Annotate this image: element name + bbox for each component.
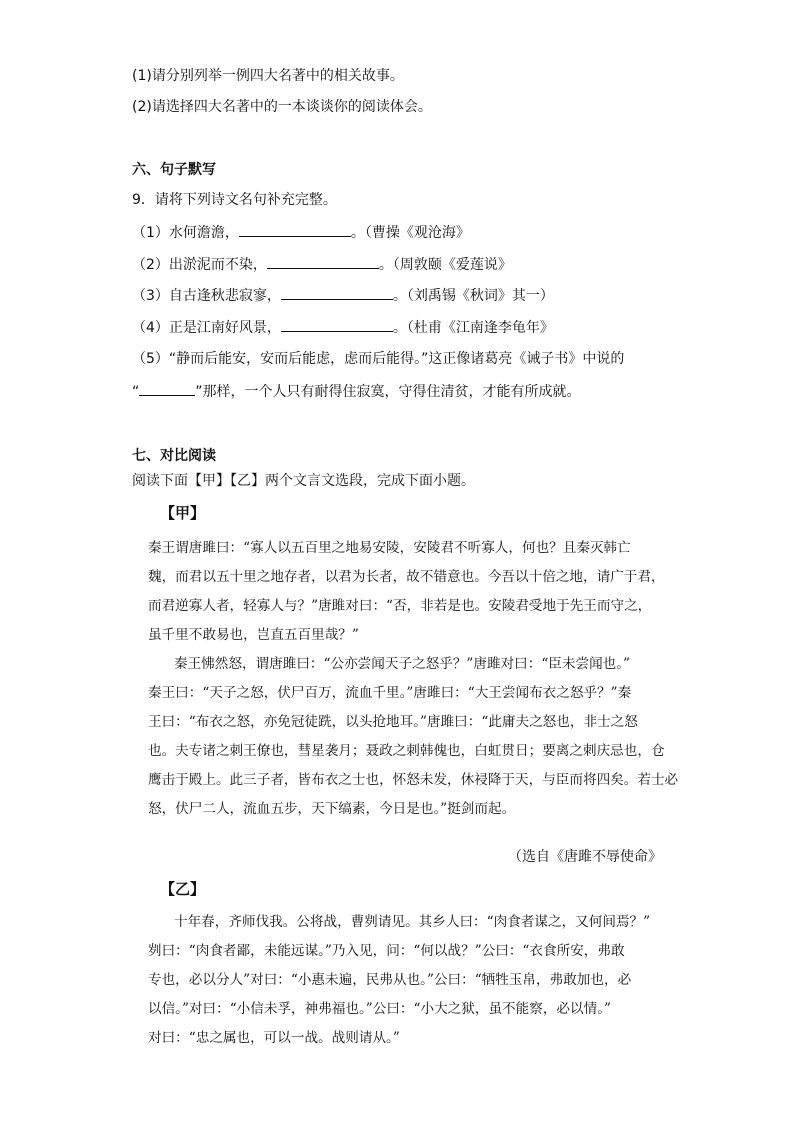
question-1: (1)请分别列举一例四大名著中的相关故事。 [132, 68, 404, 84]
passage-jia-line: 魏，而君以五十里之地存者，以君为长者，故不错意也。今吾以十倍之地，请广于君， [148, 569, 665, 585]
section-6-title: 六、句子默写 [132, 162, 216, 178]
passage-jia-label: 【甲】 [160, 504, 206, 522]
passage-jia [148, 534, 679, 824]
passage-yi-line: 十年春，齐师伐我。公将战，曹刿请见。其乡人曰：“肉食者谋之，又何间焉？” [174, 914, 651, 930]
passage-jia-line: 鹰击于殿上。此三子者，皆布衣之士也，怀怒未发，休祲降于天，与臣而将四矣。若士必 [148, 772, 679, 788]
fill-item-4-suffix: 。（杜甫《江南逢李龟年》 [392, 320, 554, 336]
question-2: (2)请选择四大名著中的一本谈谈你的阅读体会。 [132, 99, 432, 115]
passage-jia-line: 也。夫专诸之刺王僚也，彗星袭月；聂政之刺韩傀也，白虹贯日；要离之刺庆忌也，仓 [148, 743, 665, 759]
passage-yi-line: 对曰：“忠之属也，可以一战。战则请从。” [148, 1030, 400, 1046]
fill-item-1-suffix: 。（曹操《观沧海》 [350, 225, 470, 241]
fill-blank-3[interactable] [281, 285, 393, 300]
fill-item-2 [132, 254, 512, 275]
passage-jia-line: 而君逆寡人者，轻寡人与？”唐雎对曰：“否，非若是也。安陵君受地于先王而守之， [148, 598, 652, 614]
fill-item-5-open-quote: “ [132, 384, 140, 400]
fill-blank-4[interactable] [281, 317, 393, 332]
passage-yi-line: 刿曰：“肉食者鄙，未能远谋。”乃入见，问：“何以战？”公曰：“衣食所安，弗敢 [148, 943, 625, 959]
passage-jia-line: 王曰：“布衣之怒，亦免冠徒跣，以头抢地耳。”唐雎曰：“此庸夫之怒也，非士之怒 [148, 714, 638, 730]
fill-item-2-prefix: （2）出淤泥而不染， [132, 257, 267, 273]
fill-item-1-prefix: （1）水何澹澹， [132, 225, 239, 241]
passage-jia-line: 怒，伏尸二人，流血五步，天下缟素，今日是也。”挺剑而起。 [148, 801, 516, 817]
passage-yi-label: 【乙】 [160, 880, 206, 898]
fill-item-3-prefix: （3）自古逢秋悲寂寥， [132, 288, 281, 304]
fill-blank-5[interactable] [139, 381, 195, 396]
passage-jia-line: 虽千里不敢易也，岂直五百里哉？” [148, 627, 359, 643]
passage-jia-line: 秦王曰：“天子之怒，伏尸百万，流血千里。”唐雎曰：“大王尝闻布衣之怒乎？”秦 [148, 685, 632, 701]
fill-item-2-suffix: 。（周敦颐《爱莲说》 [378, 257, 512, 273]
passage-yi-line: 专也，必以分人”对曰：“小惠未遍，民弗从也。”公曰：“牺牲玉帛，弗敢加也，必 [148, 972, 632, 988]
fill-item-3 [132, 285, 554, 306]
passage-jia-source: （选自《唐雎不辱使命》 [508, 849, 662, 865]
fill-item-1 [132, 222, 470, 243]
section-6-stem: 9．请将下列诗文名句补充完整。 [132, 192, 337, 208]
fill-blank-1[interactable] [239, 222, 351, 237]
fill-item-5-line-2 [132, 381, 581, 402]
fill-item-4-prefix: （4）正是江南好风景， [132, 320, 281, 336]
passage-yi-line: 以信。”对曰：“小信未孚，神弗福也。”公曰：“小大之狱，虽不能察，必以情。” [148, 1001, 611, 1017]
section-7-stem: 阅读下面【甲】【乙】两个文言文选段，完成下面小题。 [132, 473, 475, 489]
section-7-title: 七、对比阅读 [132, 448, 216, 464]
fill-item-3-suffix: 。（刘禹锡《秋词》其一） [392, 288, 554, 304]
fill-blank-2[interactable] [267, 254, 379, 269]
passage-yi [148, 908, 668, 1053]
fill-item-5-suffix: ”那样，一个人只有耐得住寂寞，守得住清贫，才能有所成就。 [195, 384, 581, 400]
passage-jia-line: 秦王谓唐雎曰：“寡人以五百里之地易安陵，安陵君不听寡人，何也？且秦灭韩亡 [148, 540, 631, 556]
fill-item-4 [132, 317, 554, 338]
passage-jia-line: 秦王怫然怒，谓唐雎曰：“公亦尝闻天子之怒乎？”唐雎对曰：“臣未尝闻也。” [174, 656, 630, 672]
fill-item-5-line-1: （5）“静而后能安，安而后能虑，虑而后能得。”这正像诸葛亮《诫子书》中说的 [132, 351, 625, 367]
